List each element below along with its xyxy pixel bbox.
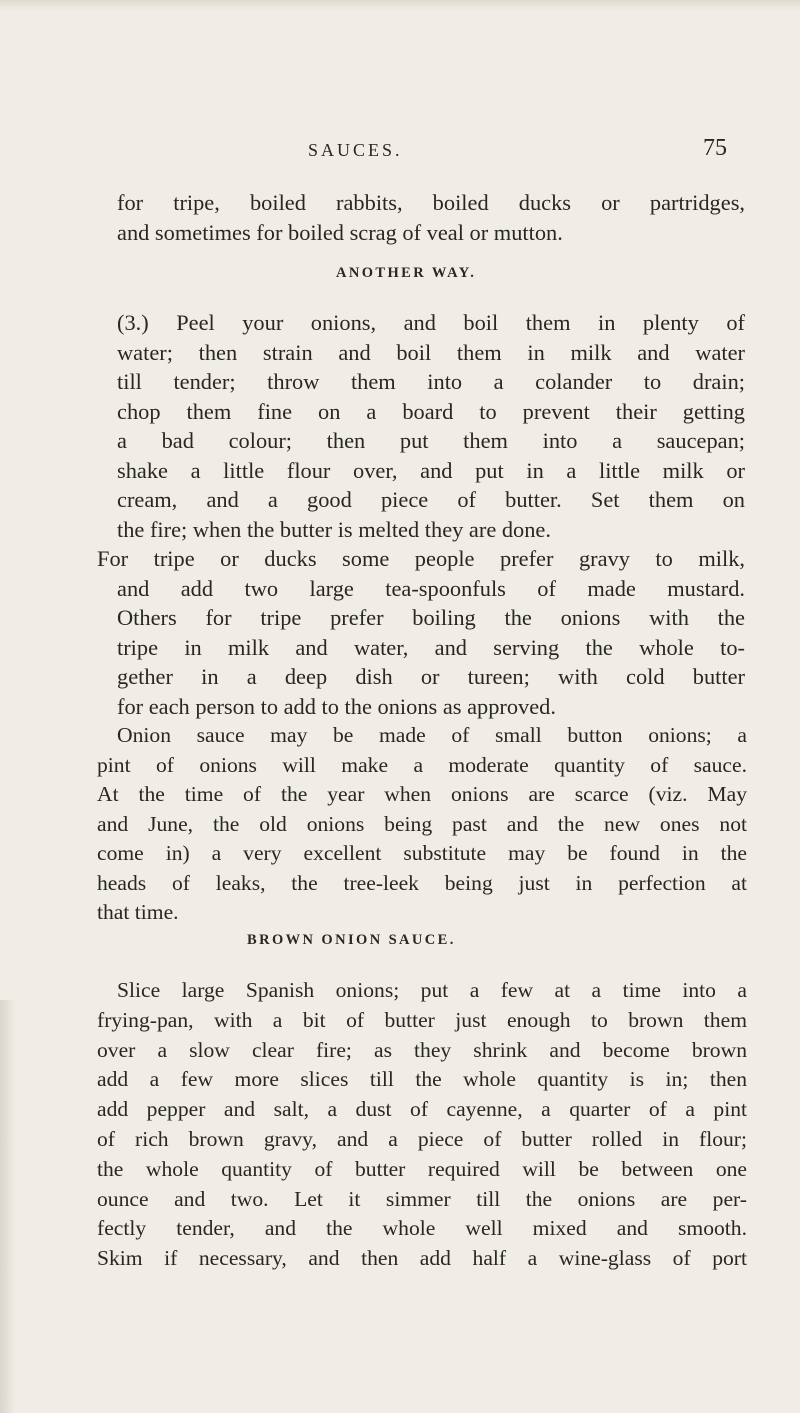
text-line: At the time of the year when onions are scarce (viz. May — [97, 782, 747, 806]
text-line: come in) a very excellent substitute may be found in the — [97, 841, 747, 865]
text-line: over a slow clear fire; as they shrink and become brown — [97, 1037, 747, 1062]
page-gutter-shadow — [0, 1000, 16, 1413]
page-top-shadow — [0, 0, 800, 10]
text-line: cream, and a good piece of butter. Set them on — [117, 487, 745, 512]
section-heading-another-way: ANOTHER WAY. — [336, 265, 477, 281]
text-line: ounce and two. Let it simmer till the onions are per- — [97, 1186, 747, 1211]
text-line: for tripe, boiled rabbits, boiled ducks or partridges, — [117, 190, 745, 215]
text-line: Skim if necessary, and then add half a wine-glass of port — [97, 1246, 747, 1271]
another-way-note — [97, 721, 747, 928]
text-line: till tender; throw them into a colander to drain; — [117, 369, 745, 394]
another-way-paragraph — [97, 308, 745, 721]
text-line: Slice large Spanish onions; put a few at a time into a — [117, 978, 747, 1002]
text-line: frying-pan, with a bit of butter just enough to brown them — [97, 1007, 747, 1032]
text-line: that time. — [97, 900, 179, 924]
text-line: a bad colour; then put them into a saucepan; — [117, 428, 745, 453]
text-line: the whole quantity of butter required will be between one — [97, 1156, 747, 1181]
text-line: (3.) Peel your onions, and boil them in plenty of — [117, 310, 745, 335]
text-line: and add two large tea-spoonfuls of made mustard. — [117, 575, 745, 601]
text-line: gether in a deep dish or tureen; with cold butter — [117, 664, 745, 689]
text-line: shake a little flour over, and put in a little milk or — [117, 457, 745, 483]
section-heading-brown-onion-sauce: BROWN ONION SAUCE. — [247, 932, 456, 948]
text-line: water; then strain and boil them in milk and water — [117, 339, 745, 365]
text-line: the fire; when the butter is melted they are done. — [117, 516, 551, 542]
text-line: chop them fine on a board to prevent their getting — [117, 398, 745, 424]
brown-onion-sauce-paragraph — [97, 976, 747, 1274]
text-line: for each person to add to the onions as approved. — [117, 693, 556, 719]
text-line: For tripe or ducks some people prefer gravy to milk, — [97, 546, 745, 571]
text-line: Others for tripe prefer boiling the onions with the — [117, 605, 745, 630]
text-line: fectly tender, and the whole well mixed and smooth. — [97, 1216, 747, 1241]
running-head: SAUCES. — [308, 140, 403, 160]
text-line: heads of leaks, the tree-leek being just in perfection at — [97, 870, 747, 895]
text-line: and sometimes for boiled scrag of veal or mutton. — [117, 219, 563, 245]
text-line: add a few more slices till the whole quantity is in; then — [97, 1067, 747, 1092]
continuation-paragraph — [117, 188, 745, 247]
page-number: 75 — [703, 135, 727, 161]
text-line: pint of onions will make a moderate quantity of sauce. — [97, 752, 747, 777]
text-line: and June, the old onions being past and the new ones not — [97, 811, 747, 836]
text-line: of rich brown gravy, and a piece of butter rolled in flour; — [97, 1126, 747, 1151]
text-line: add pepper and salt, a dust of cayenne, a quarter of a pint — [97, 1097, 747, 1122]
text-line: tripe in milk and water, and serving the whole to- — [117, 634, 745, 660]
text-line: Onion sauce may be made of small button onions; a — [117, 723, 747, 747]
